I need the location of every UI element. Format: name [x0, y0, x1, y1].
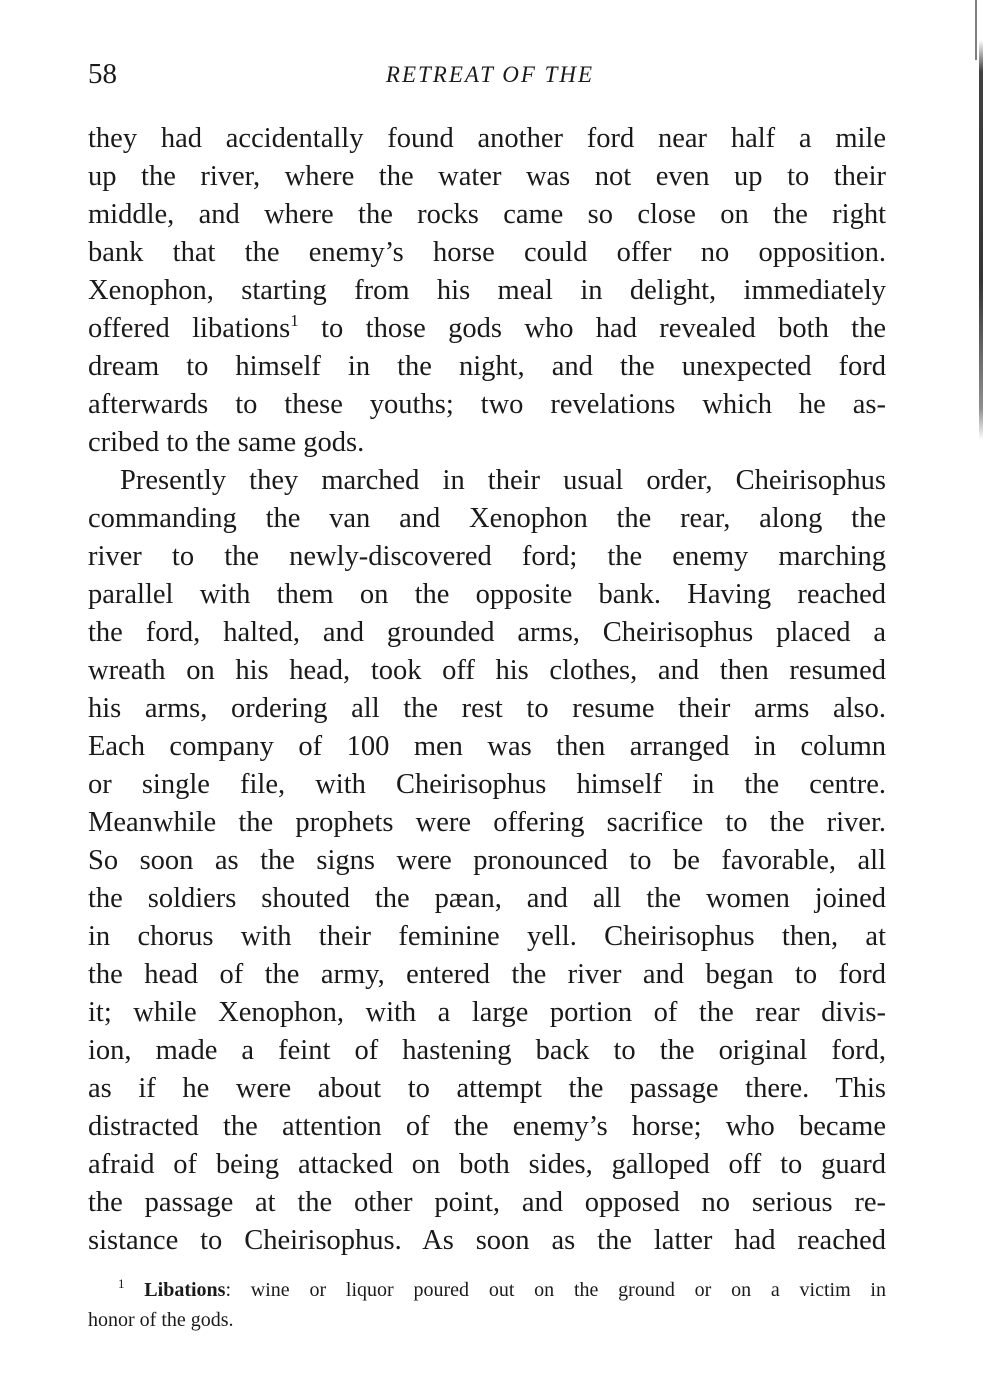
footnote	[88, 1275, 886, 1335]
text-line: Each company of 100 men was then arranged in column	[88, 731, 886, 762]
binding-edge-top	[975, 0, 977, 60]
text-line: or single file, with Cheirisophus himself in the centre.	[88, 769, 886, 800]
text-fragment: offered libations	[88, 313, 291, 344]
text-line: wreath on his head, took off his clothes, and then resumed	[88, 655, 886, 686]
text-line: Presently they marched in their usual order, Cheirisophus	[120, 465, 886, 496]
text-line: middle, and where the rocks came so close on the right	[88, 199, 886, 230]
text-line: bank that the enemy’s horse could offer no opposition.	[88, 237, 886, 268]
text-line: afraid of being attacked on both sides, galloped off to guard	[88, 1149, 886, 1180]
text-line: up the river, where the water was not even up to their	[88, 161, 886, 192]
footnote-reference: 1	[290, 311, 299, 330]
text-line: ion, made a feint of hastening back to the original ford,	[88, 1035, 886, 1066]
text-line: it; while Xenophon, with a large portion of the rear divis-	[88, 997, 886, 1028]
text-line: parallel with them on the opposite bank. Having reached	[88, 579, 886, 610]
text-line: his arms, ordering all the rest to resume their arms also.	[88, 693, 886, 724]
page-number: 58	[88, 58, 117, 90]
text-line: in chorus with their feminine yell. Cheirisophus then, at	[88, 921, 886, 952]
text-line: cribed to the same gods.	[88, 427, 365, 458]
text-line: Xenophon, starting from his meal in delight, immediately	[88, 275, 886, 306]
text-line: the head of the army, entered the river and began to ford	[88, 959, 886, 990]
text-line: dream to himself in the night, and the unexpected ford	[88, 351, 886, 382]
footnote-text: : wine or liquor poured out on the ground or on a victim in	[225, 1279, 886, 1301]
text-fragment: to those gods who had revealed both the	[321, 313, 887, 344]
footnote-marker: 1	[118, 1276, 125, 1291]
text-line: commanding the van and Xenophon the rear, along the	[88, 503, 886, 534]
footnote-term: Libations	[144, 1279, 226, 1301]
text-line: sistance to Cheirisophus. As soon as the latter had reached	[88, 1225, 886, 1256]
running-title: RETREAT OF THE	[385, 62, 595, 87]
footnote-line	[88, 1275, 886, 1305]
text-line: as if he were about to attempt the passage there. This	[88, 1073, 886, 1104]
text-line: river to the newly-discovered ford; the enemy marching	[88, 541, 886, 572]
text-line: afterwards to these youths; two revelations which he as-	[88, 389, 886, 420]
text-line: So soon as the signs were pronounced to be favorable, all	[88, 845, 886, 876]
body-text	[88, 120, 886, 1260]
page-binding-edge	[979, 40, 983, 440]
text-line: distracted the attention of the enemy’s horse; who became	[88, 1111, 886, 1142]
text-line-with-note	[88, 310, 886, 348]
footnote-line: honor of the gods.	[88, 1309, 234, 1331]
text-line: the ford, halted, and grounded arms, Cheirisophus placed a	[88, 617, 886, 648]
text-line: Meanwhile the prophets were offering sacrifice to the river.	[88, 807, 886, 838]
text-line: they had accidentally found another ford near half a mile	[88, 123, 886, 154]
text-line: the soldiers shouted the pæan, and all the women joined	[88, 883, 886, 914]
text-line: the passage at the other point, and opposed no serious re-	[88, 1187, 886, 1218]
